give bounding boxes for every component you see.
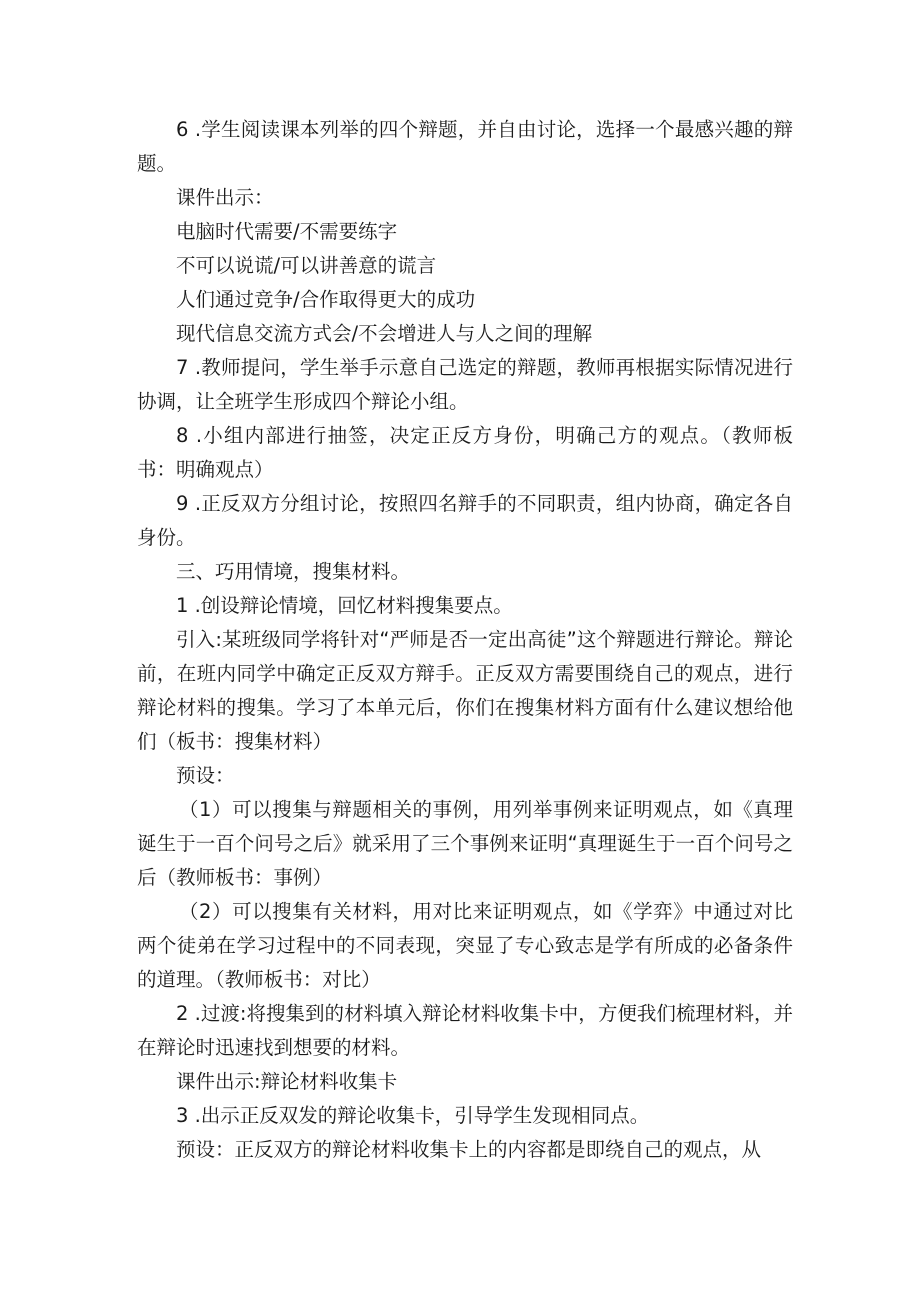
paragraph: 9 .正反双方分组讨论，按照四名辩手的不同职责，组内协商，确定各自身份。 — [137, 492, 793, 549]
paragraph: （1）可以搜集与辩题相关的事例，用列举事例来证明观点，如《真理诞生于一百个问号之后》就采用了三个事例来证明“真理诞生于一百个问号之后（教师板书：事例） — [137, 798, 793, 889]
paragraph: 预设： — [176, 764, 235, 787]
paragraph: 预设：正反双方的辩论材料收集卡上的内容都是即绕自己的观点，从 — [176, 1138, 762, 1161]
paragraph: 课件出示:辩论材料收集卡 — [176, 1070, 398, 1093]
paragraph: 现代信息交流方式会/不会增进人与人之间的理解 — [176, 322, 593, 345]
paragraph: 6 .学生阅读课本列举的四个辩题，并自由讨论，选择一个最感兴趣的辩题。 — [137, 118, 793, 175]
document-body — [137, 113, 793, 1167]
paragraph: 引入:某班级同学将针对“严师是否一定出高徒”这个辩题进行辩论。辩论前，在班内同学中确定正反双方辩手。正反双方需要围绕自己的观点，进行辩论材料的搜集。学习了本单元后，你们在搜集材料方面有什么建议想给他们（板书：搜集材料） — [137, 628, 793, 753]
paragraph: 3 .出示正反双发的辩论收集卡，引导学生发现相同点。 — [176, 1104, 650, 1127]
paragraph: 不可以说谎/可以讲善意的谎言 — [176, 254, 437, 277]
paragraph: 电脑时代需要/不需要练字 — [176, 220, 398, 243]
paragraph: 三、巧用情境，搜集材料。 — [176, 560, 411, 583]
paragraph: 8 .小组内部进行抽签，决定正反方身份，明确己方的观点。（教师板书：明确观点） — [137, 424, 793, 481]
paragraph: 人们通过竞争/合作取得更大的成功 — [176, 288, 476, 311]
paragraph: 课件出示： — [176, 186, 274, 209]
paragraph: 7 .教师提问，学生举手示意自己选定的辩题，教师再根据实际情况进行协调，让全班学生形成四个辩论小组。 — [137, 356, 793, 413]
paragraph: 1 .创设辩论情境，回忆材料搜集要点。 — [176, 594, 513, 617]
paragraph: （2）可以搜集有关材料，用对比来证明观点，如《学弈》中通过对比两个徒弟在学习过程中的不同表现，突显了专心致志是学有所成的必备条件的道理。（教师板书：对比） — [137, 900, 793, 991]
paragraph: 2 .过渡:将搜集到的材料填入辩论材料收集卡中，方便我们梳理材料，并在辩论时迅速找到想要的材料。 — [137, 1002, 793, 1059]
